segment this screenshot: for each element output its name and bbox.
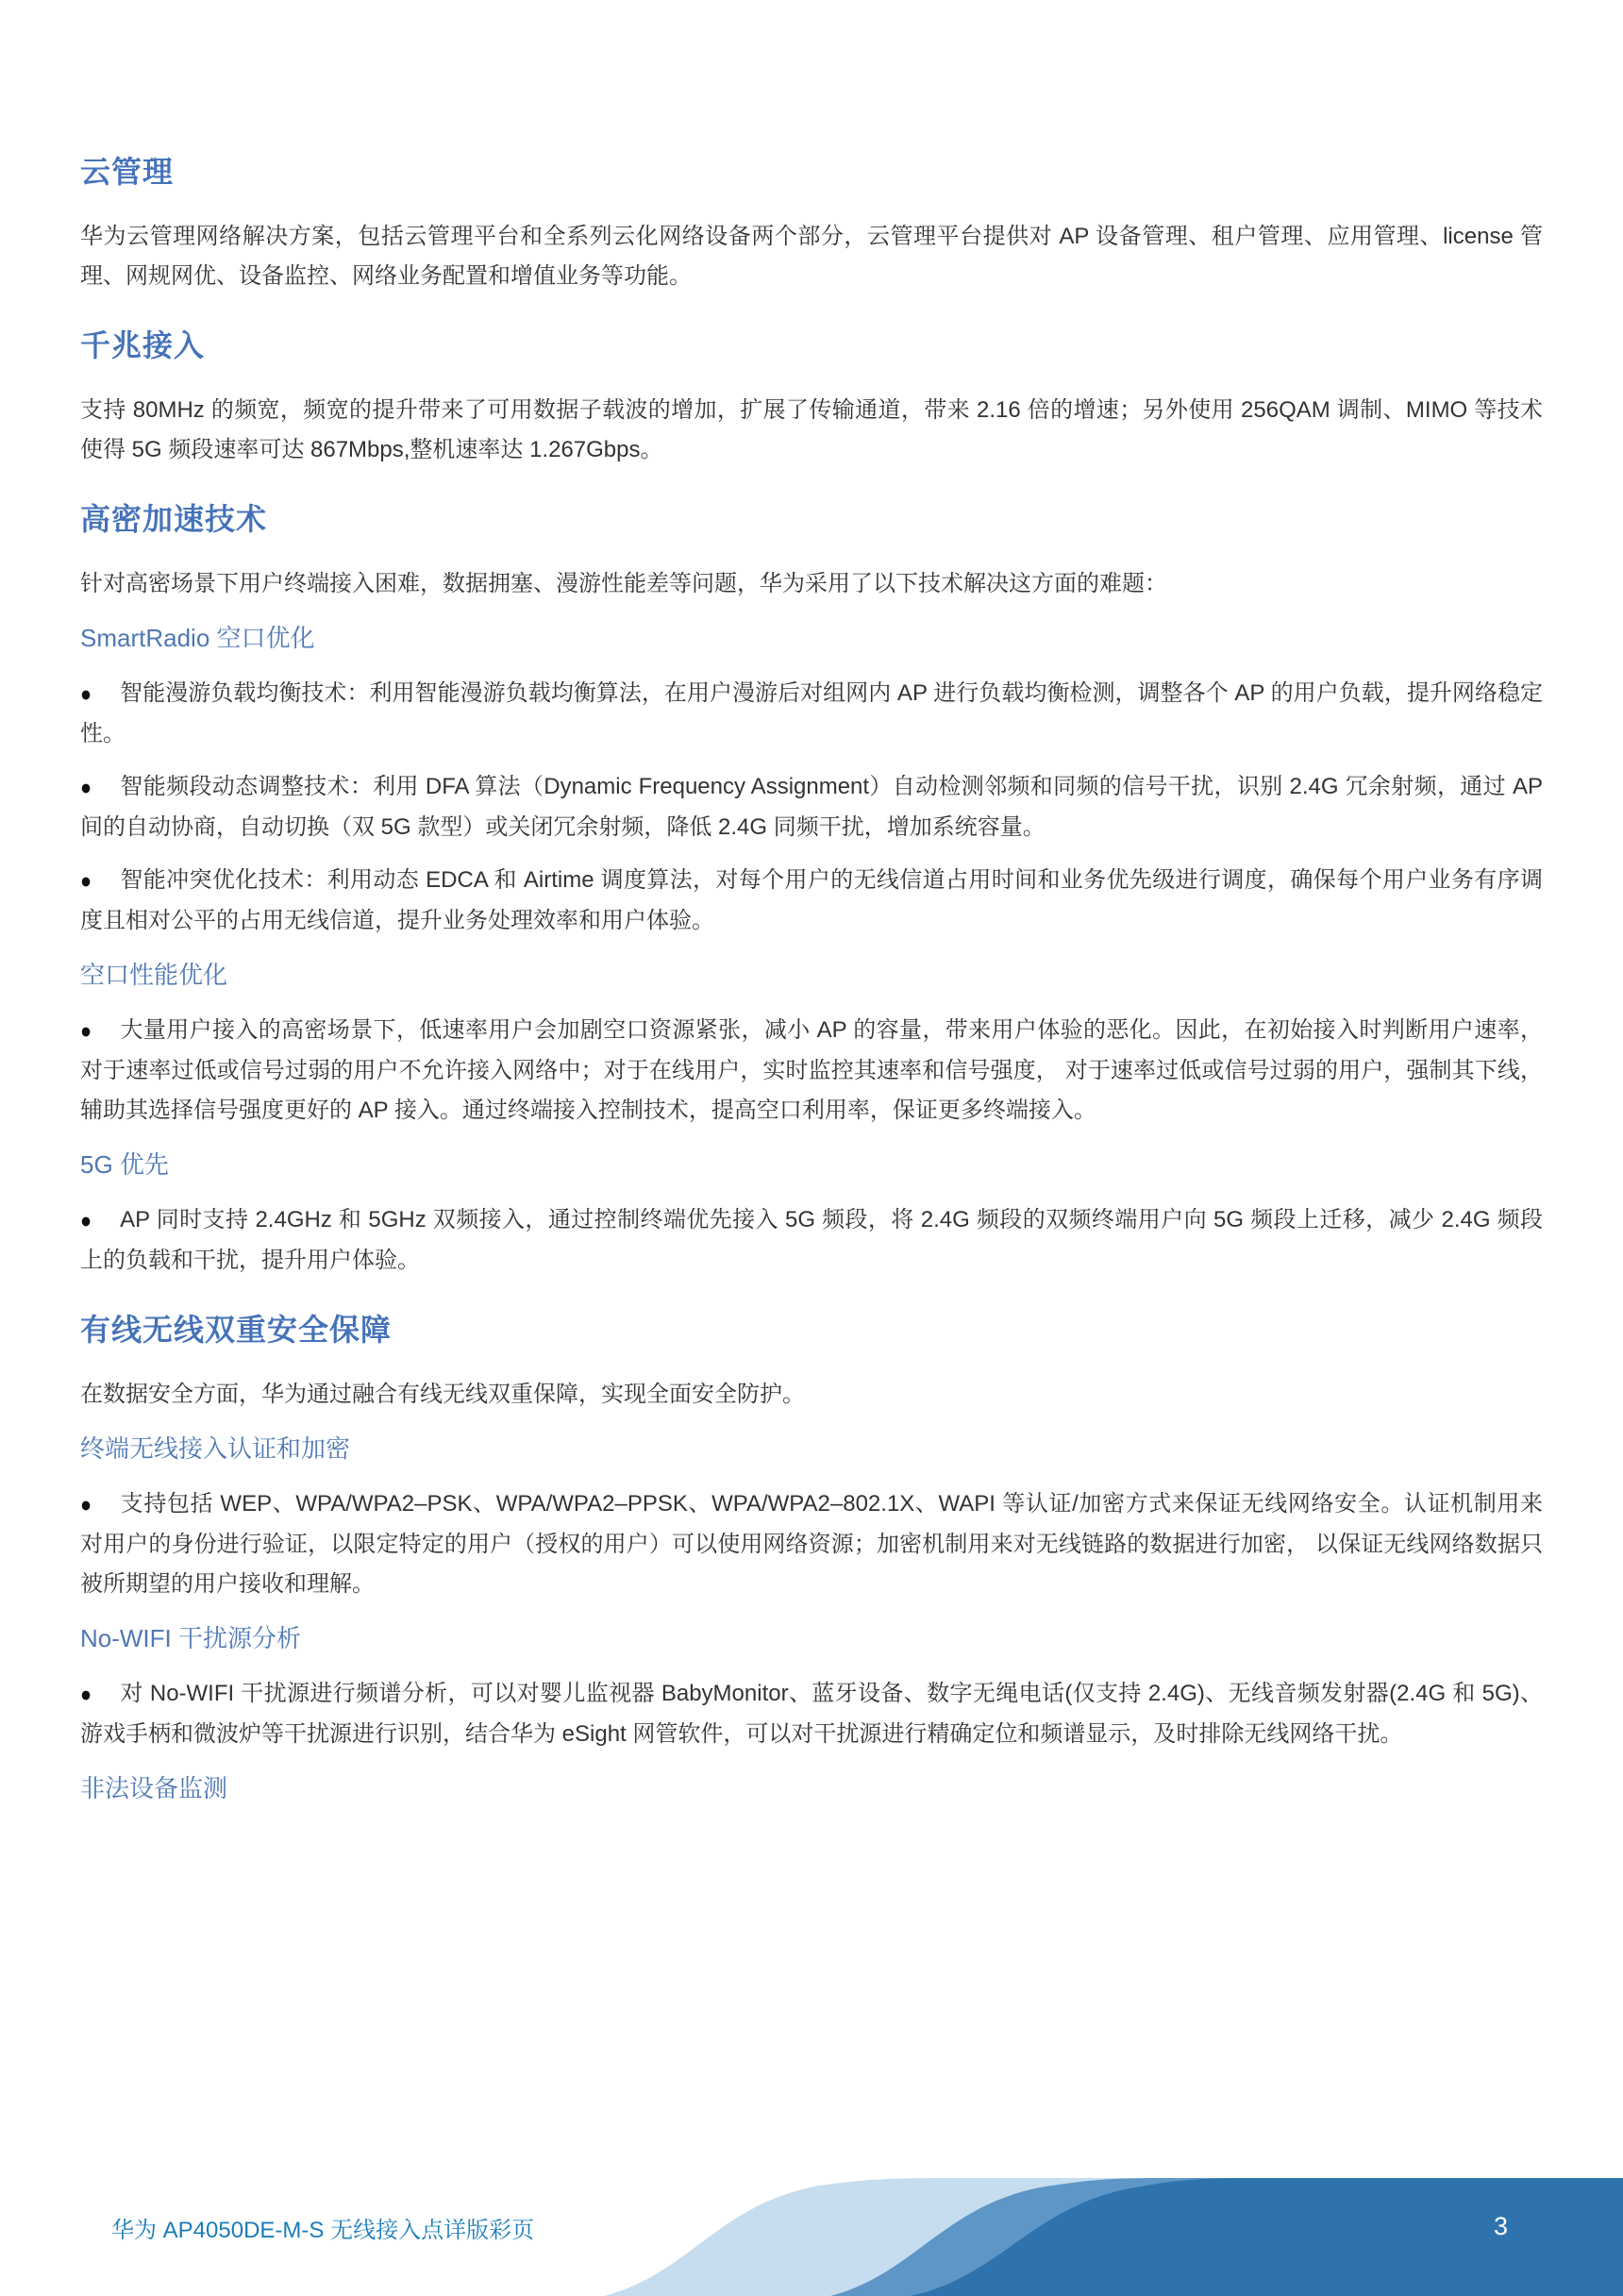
bullet-icon: ●: [80, 776, 92, 800]
bullet-item: [80, 674, 1543, 754]
bullet-icon: ●: [80, 869, 92, 894]
bullet-text: 大量用户接入的高密场景下，低速率用户会加剧空口资源紧张，减小 AP 的容量，带来用户体验的恶化。因此，在初始接入时判断用户速率，对于速率过低或信号过弱的用户不允许接入网络中；对于在线用户，实时监控其速率和信号强度， 对于速率过低或信号过弱的用户，强制其下线，辅助其选择信号强度更好的 AP 接入。通过终端接入控制技术，提高空口利用率，保证更多终端接入。: [80, 1017, 1543, 1123]
page-number: 3: [1493, 2212, 1508, 2240]
bullet-item: [80, 1674, 1543, 1754]
bullet-item: [80, 767, 1543, 847]
section-heading-high-density: 高密加速技术: [80, 502, 268, 536]
bullet-item: [80, 1484, 1543, 1604]
subheading-5g-first: 5G 优先: [80, 1150, 169, 1179]
paragraph: 在数据安全方面，华为通过融合有线无线双重保障，实现全面安全防护。: [80, 1382, 805, 1407]
bullet-text: 智能漫游负载均衡技术：利用智能漫游负载均衡算法，在用户漫游后对组网内 AP 进行负载均衡检测，调整各个 AP 的用户负载，提升网络稳定性。: [80, 680, 1543, 746]
subheading-rogue-detection: 非法设备监测: [80, 1774, 228, 1802]
bullet-item: [80, 1200, 1543, 1281]
bullet-icon: ●: [80, 1683, 92, 1707]
section-heading-security: 有线无线双重安全保障: [80, 1313, 393, 1347]
section-heading-cloud-management: 云管理: [80, 155, 175, 189]
subheading-smartradio: SmartRadio 空口优化: [80, 624, 315, 652]
bullet-text: 智能冲突优化技术：利用动态 EDCA 和 Airtime 调度算法，对每个用户的无线信道占用时间和业务优先级进行调度，确保每个用户业务有序调度且相对公平的占用无线信道，提升业务处理效率和用户体验。: [80, 867, 1543, 933]
bullet-item: [80, 1011, 1543, 1131]
page-footer: [0, 2150, 1623, 2296]
subheading-no-wifi: No-WIFI 干扰源分析: [80, 1624, 301, 1652]
bullet-text: 智能频段动态调整技术：利用 DFA 算法（Dynamic Frequency Assignment）自动检测邻频和同频的信号干扰，识别 2.4G 冗余射频，通过 AP 间的自动协商，自动切换（双 5G 款型）或关闭冗余射频，降低 2.4G 同频干扰，增加系统容量。: [80, 774, 1543, 840]
bullet-text: 支持包括 WEP、WPA/WPA2–PSK、WPA/WPA2–PPSK、WPA/WPA2–802.1X、WAPI 等认证/加密方式来保证无线网络安全。认证机制用来对用户的身份进行验证，以限定特定的用户（授权的用户）可以使用网络资源；加密机制用来对无线链路的数据进行加密， 以保证无线网络数据只被所期望的用户接收和理解。: [80, 1491, 1543, 1597]
bullet-text: AP 同时支持 2.4GHz 和 5GHz 双频接入，通过控制终端优先接入 5G 频段，将 2.4G 频段的双频终端用户向 5G 频段上迁移，减少 2.4G 频段上的负载和干扰，提升用户体验。: [80, 1207, 1543, 1273]
bullet-icon: ●: [80, 682, 92, 707]
subheading-auth-encryption: 终端无线接入认证和加密: [80, 1434, 351, 1463]
bullet-icon: ●: [80, 1019, 92, 1044]
paragraph: 针对高密场景下用户终端接入困难，数据拥塞、漫游性能差等问题，华为采用了以下技术解决这方面的难题：: [80, 571, 1167, 596]
bullet-icon: ●: [80, 1493, 92, 1517]
paragraph: 支持 80MHz 的频宽，频宽的提升带来了可用数据子载波的增加，扩展了传输通道，带来 2.16 倍的增速；另外使用 256QAM 调制、MIMO 等技术使得 5G 频段速率可达 867Mbps,整机速率达 1.267Gbps。: [80, 397, 1543, 462]
paragraph: 华为云管理网络解决方案，包括云管理平台和全系列云化网络设备两个部分，云管理平台提供对 AP 设备管理、租户管理、应用管理、license 管理、网规网优、设备监控、网络业务配置和增值业务等功能。: [80, 224, 1543, 289]
bullet-text: 对 No-WIFI 干扰源进行频谱分析，可以对婴儿监视器 BabyMonitor、蓝牙设备、数字无绳电话(仅支持 2.4G)、无线音频发射器(2.4G 和 5G)、游戏手柄和微波炉等干扰源进行识别，结合华为 eSight 网管软件，可以对干扰源进行精确定位和频谱显示，及时排除无线网络干扰。: [80, 1681, 1543, 1747]
footer-document-title: 华为 AP4050DE-M-S 无线接入点详版彩页: [111, 2218, 535, 2243]
section-heading-gigabit-access: 千兆接入: [80, 328, 206, 362]
subheading-air-performance: 空口性能优化: [80, 961, 228, 989]
bullet-icon: ●: [80, 1209, 92, 1233]
bullet-item: [80, 861, 1543, 941]
